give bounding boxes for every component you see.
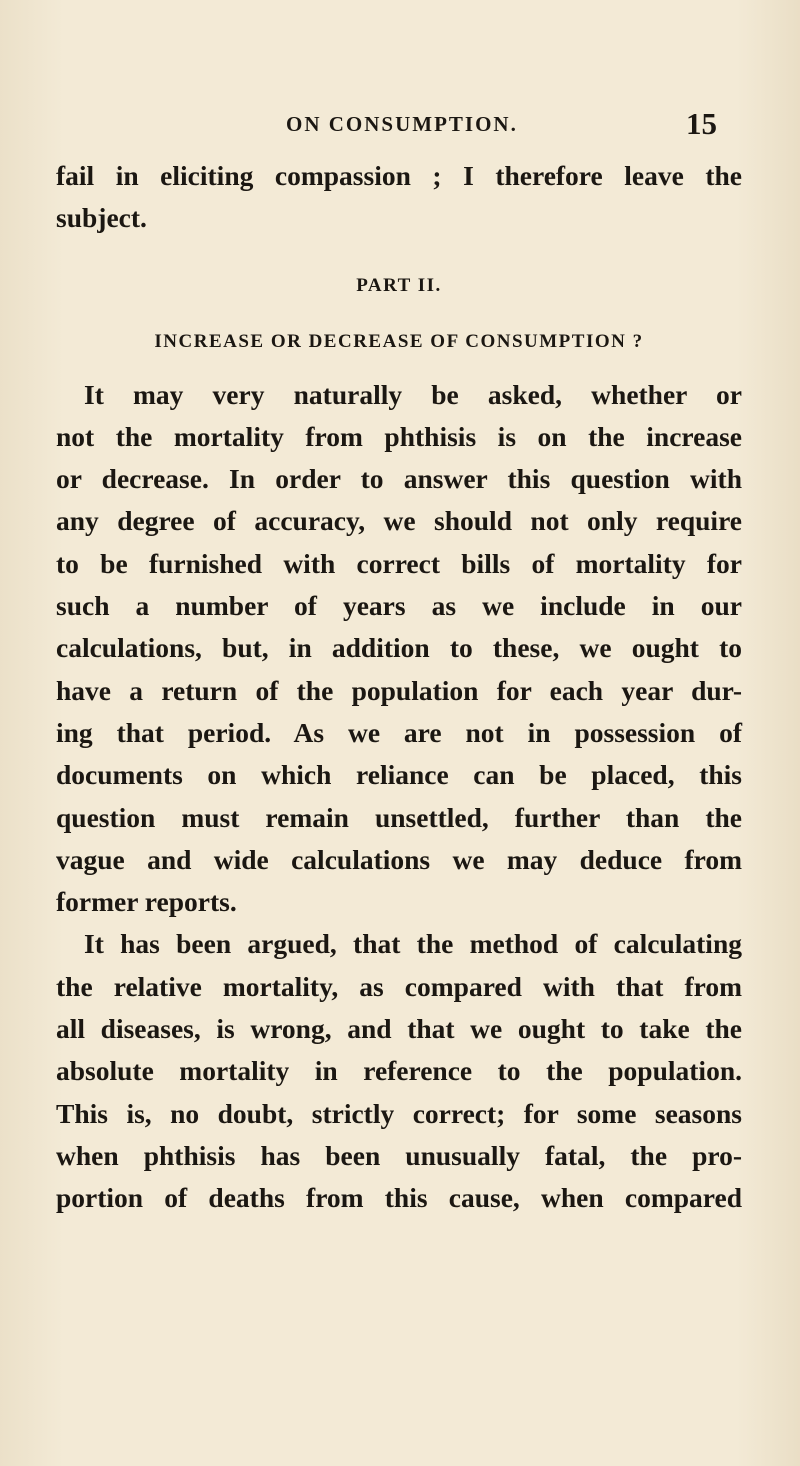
- text-line: absolute mortality in reference to the population.: [56, 1055, 742, 1087]
- body-text: [56, 155, 742, 1220]
- text-line: ing that period. As we are not in possession of: [56, 716, 742, 748]
- text-line: the relative mortality, as compared with that from: [56, 970, 742, 1002]
- running-head: [0, 106, 800, 146]
- paragraph: [56, 374, 742, 924]
- text-line: any degree of accuracy, we should not only require: [56, 505, 742, 537]
- text-line: such a number of years as we include in our: [56, 590, 742, 622]
- text-line: not the mortality from phthisis is on the increase: [56, 420, 742, 452]
- text-line: It may very naturally be asked, whether or: [84, 378, 742, 410]
- text-line: fail in eliciting compassion ; I therefore leave the: [56, 160, 742, 191]
- text-line: documents on which reliance can be placed, this: [56, 759, 742, 791]
- text-line: to be furnished with correct bills of mortality for: [56, 547, 742, 579]
- text-line: calculations, but, in addition to these, we ought to: [56, 632, 742, 664]
- text-line: It has been argued, that the method of calculating: [84, 928, 742, 960]
- continued-paragraph: [56, 155, 742, 240]
- paragraph: [56, 923, 742, 1219]
- text-line: former reports.: [56, 886, 237, 918]
- text-line: or decrease. In order to answer this question with: [56, 463, 742, 495]
- section-heading: INCREASE OR DECREASE OF CONSUMPTION ?: [154, 330, 644, 352]
- text-line: question must remain unsettled, further than the: [56, 801, 742, 833]
- running-title: ON CONSUMPTION.: [286, 112, 518, 136]
- part-heading: PART II.: [356, 274, 442, 296]
- text-line: all diseases, is wrong, and that we ought to take the: [56, 1013, 742, 1045]
- text-line: This is, no doubt, strictly correct; for some seasons: [56, 1097, 742, 1129]
- text-line: portion of deaths from this cause, when compared: [56, 1182, 742, 1214]
- page-number: 15: [686, 106, 717, 141]
- text-line: when phthisis has been unusually fatal, the pro-: [56, 1139, 742, 1171]
- text-line: subject.: [56, 202, 147, 234]
- text-line: vague and wide calculations we may deduce from: [56, 843, 742, 875]
- text-line: have a return of the population for each year dur-: [56, 674, 742, 706]
